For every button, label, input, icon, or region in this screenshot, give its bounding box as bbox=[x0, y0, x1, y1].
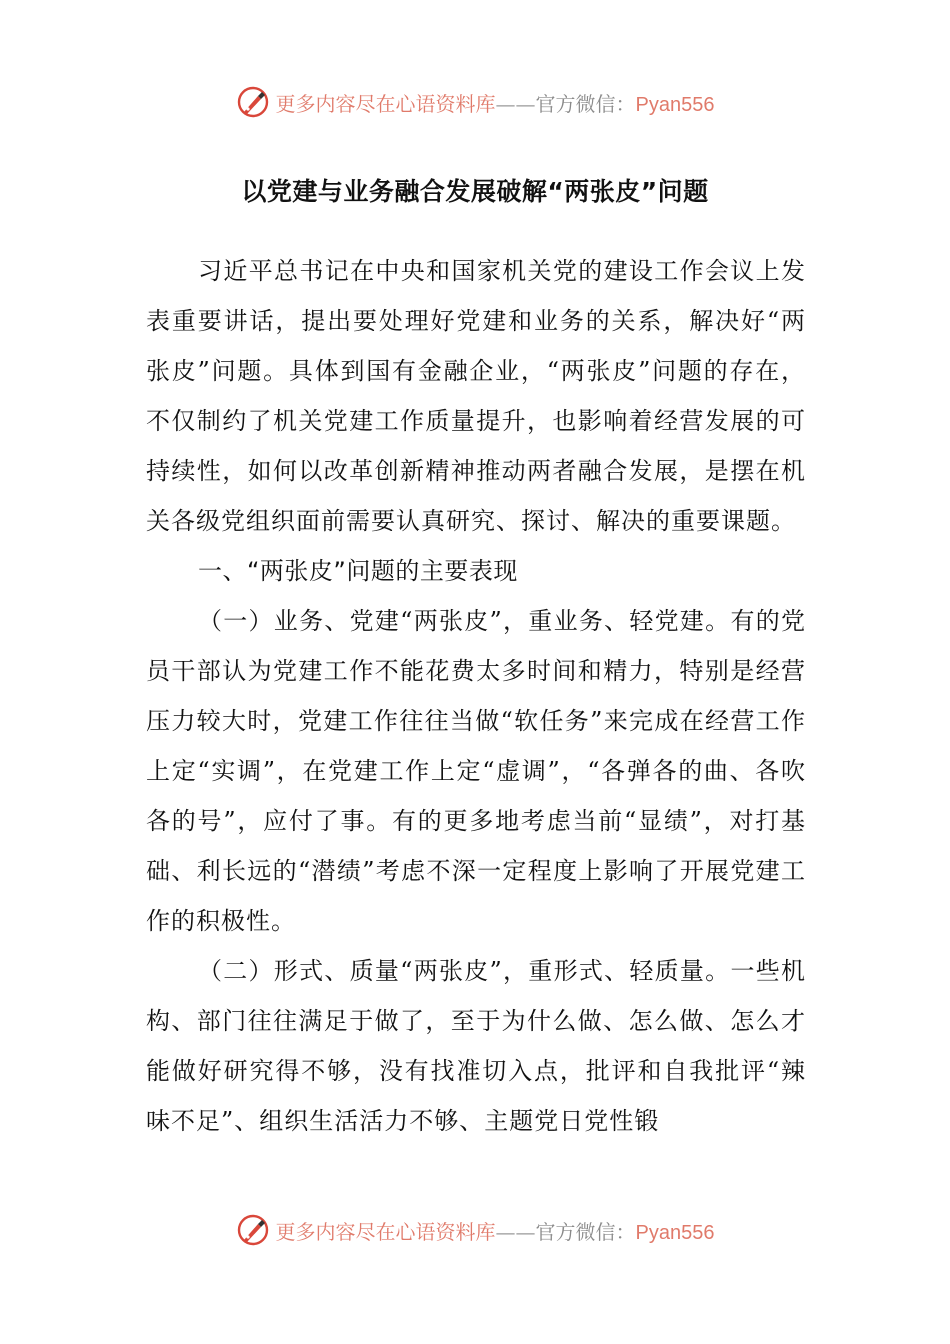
document-body bbox=[146, 246, 806, 1146]
watermark-separator: —— bbox=[495, 1219, 536, 1244]
watermark-wechat-label: 官方微信： bbox=[535, 1219, 636, 1244]
watermark-text bbox=[276, 1216, 715, 1245]
footer-watermark bbox=[0, 1208, 950, 1252]
watermark-site-text: 更多内容尽在心语资料库 bbox=[275, 1219, 496, 1244]
intro-paragraph: 习近平总书记在中央和国家机关党的建设工作会议上发表重要讲话，提出要处理好党建和业务的关系，解决好“两张皮”问题。具体到国有金融企业，“两张皮”问题的存在，不仅制约了机关党建工作质量提升，也影响着经营发展的可持续性，如何以改革创新精神推动两者融合发展，是摆在机关各级党组织面前需要认真研究、探讨、解决的重要课题。 bbox=[146, 257, 806, 535]
watermark-wechat-id: Pyan556 bbox=[635, 93, 715, 116]
pen-nib-icon bbox=[236, 85, 270, 119]
header-watermark bbox=[0, 80, 950, 124]
point-one-paragraph: （一）业务、党建“两张皮”，重业务、轻党建。有的党员干部认为党建工作不能花费太多时间和精力，特别是经营压力较大时，党建工作往往当做“软任务”来完成在经营工作上定“实调”，在党建工作上定“虚调”，“各弹各的曲、各吹各的号”，应付了事。有的更多地考虑当前“显绩”，对打基础、利长远的“潜绩”考虑不深一定程度上影响了开展党建工作的积极性。 bbox=[146, 607, 806, 935]
document-title: 以党建与业务融合发展破解“两张皮”问题 bbox=[241, 177, 709, 206]
watermark-wechat-id: Pyan556 bbox=[635, 1221, 715, 1244]
point-two-paragraph: （二）形式、质量“两张皮”，重形式、轻质量。一些机构、部门往往满足于做了，至于为什么做、怎么做、怎么才能做好研究得不够，没有找准切入点，批评和自我批评“辣味不足”、组织生活活力不够、主题党日党性锻 bbox=[146, 957, 806, 1135]
pen-nib-icon bbox=[236, 1213, 270, 1247]
section-heading: 一、“两张皮”问题的主要表现 bbox=[198, 557, 518, 585]
watermark-wechat-label: 官方微信： bbox=[535, 91, 636, 116]
watermark-separator: —— bbox=[495, 91, 536, 116]
watermark-text bbox=[276, 88, 715, 117]
watermark-site-text: 更多内容尽在心语资料库 bbox=[275, 91, 496, 116]
